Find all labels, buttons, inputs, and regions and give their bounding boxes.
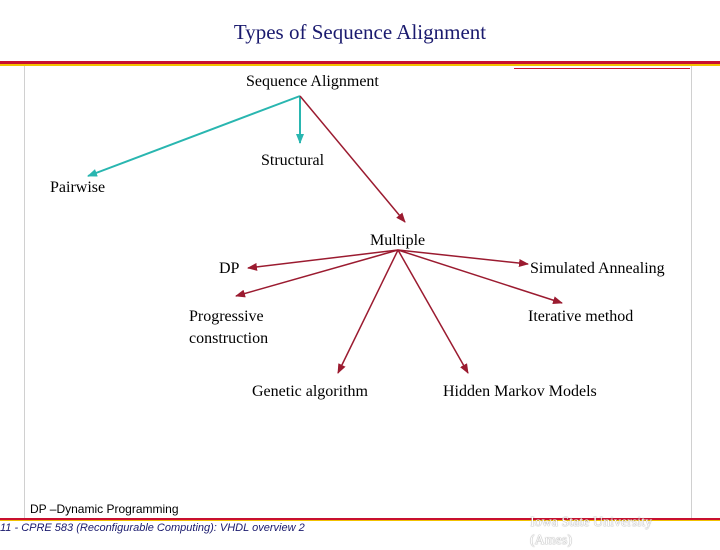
footnote: DP –Dynamic Programming: [30, 502, 179, 516]
footer-university-line2: (Ames): [530, 533, 572, 548]
node-progressive-line1: Progressive: [189, 308, 264, 325]
footer-course: 11 - CPRE 583 (Reconfigurable Computing): VHDL overview 2: [0, 522, 305, 534]
node-genetic-algorithm: Genetic algorithm: [252, 383, 368, 400]
edge-multiple-dp: [248, 250, 398, 268]
edge-multiple-progressive: [236, 250, 398, 296]
node-simulated-annealing: Simulated Annealing: [530, 260, 665, 277]
node-iterative-method: Iterative method: [528, 308, 634, 325]
edge-multiple-genetic: [338, 250, 398, 373]
node-progressive-line2: construction: [189, 330, 269, 347]
node-sequence-alignment: Sequence Alignment: [246, 73, 379, 90]
node-pairwise: Pairwise: [50, 179, 106, 196]
node-hidden-markov-models: Hidden Markov Models: [443, 383, 597, 400]
footer-university: [530, 514, 652, 550]
node-structural: Structural: [261, 152, 325, 169]
node-multiple: Multiple: [370, 232, 426, 249]
node-dp: DP: [219, 260, 240, 277]
slide-title: Types of Sequence Alignment: [233, 20, 487, 44]
footer-university-line1: Iowa State University: [530, 515, 653, 530]
